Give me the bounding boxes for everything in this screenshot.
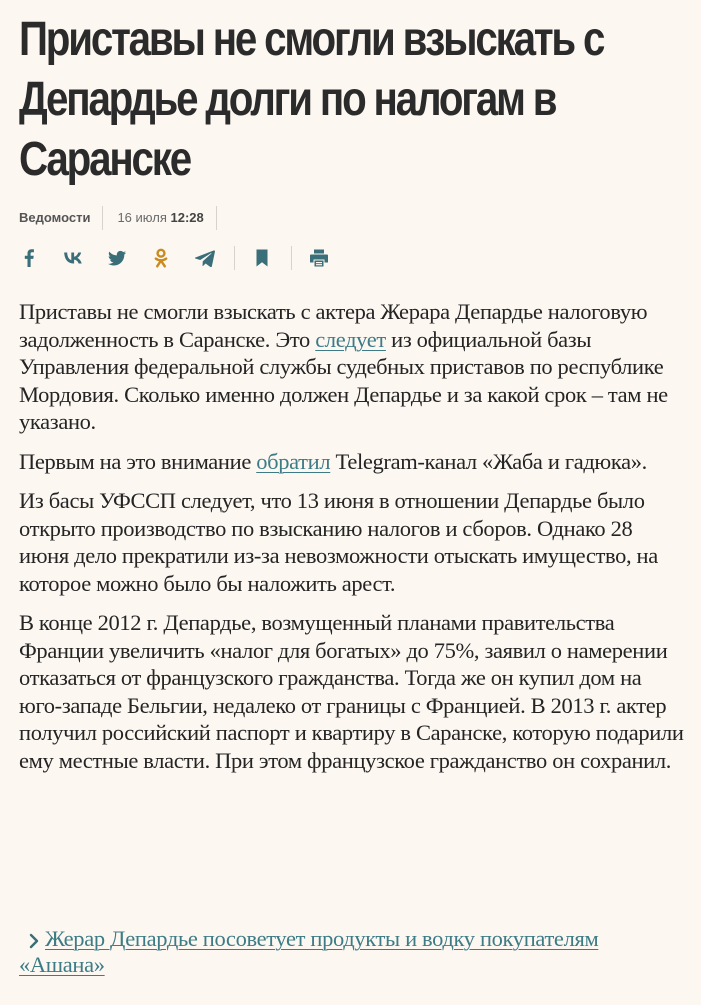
twitter-share-button[interactable] xyxy=(102,243,132,273)
paragraph-1 xyxy=(19,298,687,436)
link-sleduet[interactable]: следует xyxy=(315,326,386,352)
paragraph-2 xyxy=(19,448,687,476)
paragraph-1-text-start: Приставы не смогли взыскать с актера Жерара Депардье налоговую задолженность в Саранске. Это xyxy=(19,299,648,352)
facebook-share-button[interactable] xyxy=(14,243,44,273)
paragraph-2-text-end: Telegram-канал «Жаба и гадюка». xyxy=(330,448,647,474)
article-meta xyxy=(19,206,217,230)
paragraph-1-text-end: из официальной базы Управления федеральной службы судебных приставов по республике Мордовия. Сколько именно должен Депардье и за какой срок – там не указано. xyxy=(19,326,668,434)
related-article xyxy=(19,926,687,978)
vk-icon xyxy=(61,246,85,270)
facebook-icon xyxy=(17,246,41,270)
telegram-share-button[interactable] xyxy=(190,243,220,273)
publish-time: 12:28 xyxy=(170,210,204,225)
publish-date-day: 16 июля xyxy=(117,210,167,225)
source-name[interactable]: Ведомости xyxy=(19,206,103,230)
odnoklassniki-share-button[interactable] xyxy=(146,243,176,273)
chevron-right-icon xyxy=(23,930,45,952)
odnoklassniki-icon xyxy=(149,246,173,270)
twitter-icon xyxy=(105,246,129,270)
print-button[interactable] xyxy=(304,243,334,273)
article-body xyxy=(19,298,687,786)
paragraph-2-text-start: Первым на это внимание xyxy=(19,448,257,474)
link-obratil[interactable]: обратил xyxy=(256,448,331,474)
share-divider-2 xyxy=(291,246,292,270)
publish-date xyxy=(103,206,216,230)
article-title: Приставы не смогли взыскать с Депардье долги по налогам в Саранске xyxy=(19,13,604,186)
share-toolbar xyxy=(14,242,348,274)
related-article-link[interactable]: Жерар Депардье посоветует продукты и водку покупателям «Ашана» xyxy=(19,926,599,977)
vk-share-button[interactable] xyxy=(58,243,88,273)
paragraph-4: В конце 2012 г. Депардье, возмущенный планами правительства Франции увеличить «налог для богатых» до 75%, заявил о намерении отказаться от французского гражданства. Тогда же он купил дом на юго-западе Бельгии, недалеко от границы с Францией. В 2013 г. актер получил российский паспорт и квартиру в Саранске, которую подарили ему местные власти. При этом французское гражданство он сохранил. xyxy=(19,610,684,773)
bookmark-button[interactable] xyxy=(247,243,277,273)
telegram-icon xyxy=(193,246,217,270)
share-divider xyxy=(234,246,235,270)
bookmark-icon xyxy=(250,246,274,270)
print-icon xyxy=(307,246,331,270)
paragraph-3: Из басы УФССП следует, что 13 июня в отношении Депардье было открыто производство по взысканию налогов и сборов. Однако 28 июня дело прекратили из-за невозможности отыскать имущество, на которое можно было бы наложить арест. xyxy=(19,488,658,596)
